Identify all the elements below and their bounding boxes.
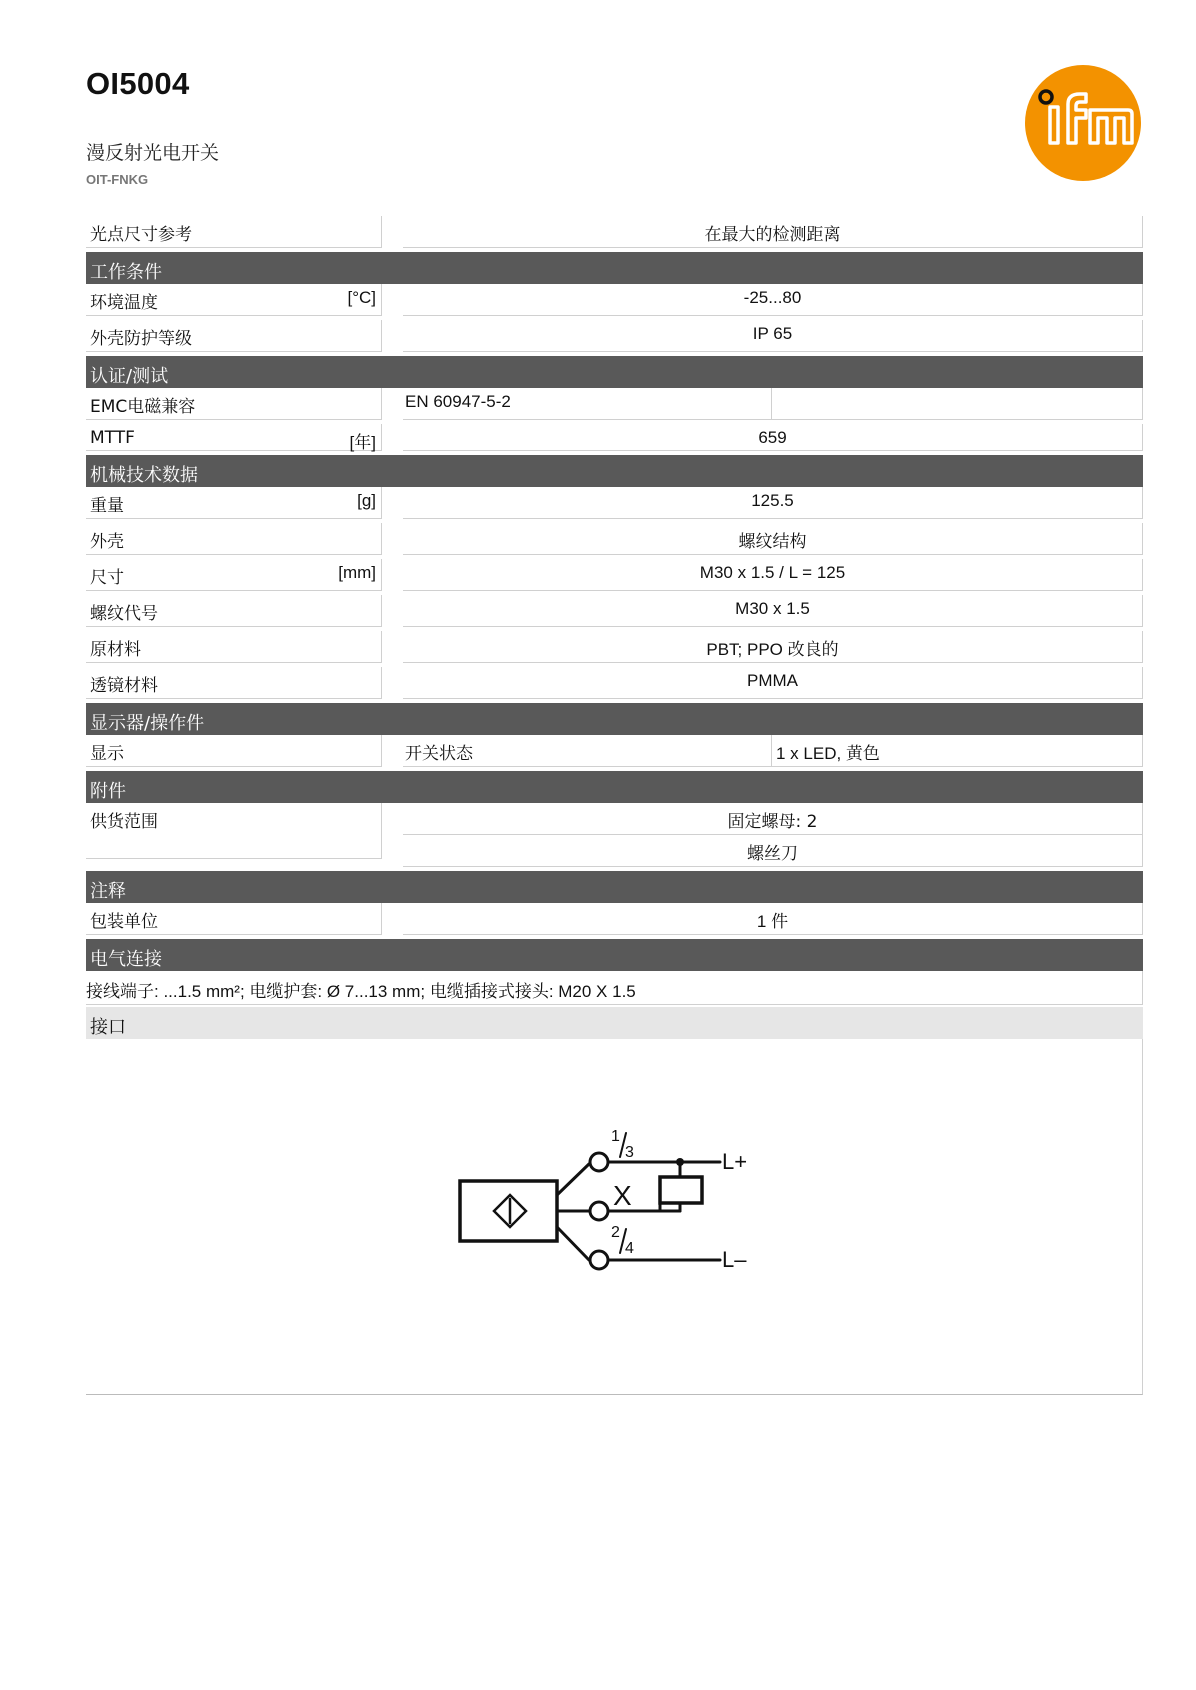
ifm-logo	[1024, 64, 1142, 182]
protection-value: IP 65	[403, 320, 1143, 352]
supply-item-nut: 固定螺母: 2	[403, 803, 1143, 835]
spot-size-value: 在最大的检测距离	[403, 216, 1143, 248]
emc-row	[86, 388, 1143, 420]
terminal-2	[590, 1202, 608, 1220]
packaging-label: 包装单位	[90, 912, 158, 932]
display-label: 显示	[90, 744, 124, 764]
section-interface: 接口	[86, 1007, 1143, 1039]
pin-top-numerator: 1	[611, 1128, 620, 1145]
weight-value: 125.5	[403, 487, 1143, 519]
mttf-label: MTTF	[90, 428, 135, 448]
lens-label: 透镜材料	[90, 676, 158, 696]
section-electrical: 电气连接	[86, 939, 1143, 971]
product-name: 漫反射光电开关	[86, 142, 220, 164]
material-label: 原材料	[90, 640, 141, 660]
housing-value: 螺纹结构	[403, 523, 1143, 555]
wiring-diagram	[86, 1039, 1143, 1395]
terminal-3	[590, 1251, 608, 1269]
protection-label: 外壳防护等级	[90, 329, 192, 349]
temperature-value: -25...80	[403, 284, 1143, 316]
sensor-box	[460, 1181, 557, 1241]
l-plus-label: L+	[722, 1149, 748, 1174]
emc-label: EMC电磁兼容	[90, 397, 196, 417]
spot-size-label: 光点尺寸参考	[90, 225, 192, 245]
wiring-diagram-svg	[458, 1123, 788, 1273]
section-display: 显示器/操作件	[86, 703, 1143, 735]
display-row	[86, 735, 1143, 767]
dimension-row	[86, 559, 1143, 591]
lens-row	[86, 667, 1143, 699]
l-minus-label: L–	[722, 1247, 747, 1272]
material-value: PBT; PPO 改良的	[403, 631, 1143, 663]
temperature-unit: [°C]	[347, 288, 376, 307]
datasheet-table	[86, 216, 1143, 1395]
material-row	[86, 631, 1143, 663]
supply-row	[86, 803, 1143, 867]
lens-value: PMMA	[403, 667, 1143, 699]
weight-row	[86, 487, 1143, 519]
pin-x-label: X	[613, 1180, 632, 1211]
housing-label: 外壳	[90, 532, 124, 552]
supply-item-screwdriver: 螺丝刀	[403, 835, 1143, 867]
protection-row	[86, 320, 1143, 352]
mttf-row	[86, 424, 1143, 451]
display-value: 1 x LED, 黄色	[772, 735, 1143, 767]
dimension-unit: [mm]	[338, 563, 376, 582]
electrical-connection-text: 接线端子: ...1.5 mm²; 电缆护套: Ø 7...13 mm; 电缆插接式接头: M20 X 1.5	[86, 971, 1143, 1005]
pin-top-denominator: 3	[625, 1144, 634, 1161]
weight-label: 重量	[90, 496, 124, 516]
section-remarks: 注释	[86, 871, 1143, 903]
product-code: OI5004	[86, 66, 190, 101]
terminal-1	[590, 1153, 608, 1171]
type-code: OIT-FNKG	[86, 172, 149, 187]
mttf-value: 659	[403, 424, 1143, 451]
display-item: 开关状态	[403, 735, 772, 767]
emc-value: EN 60947-5-2	[403, 388, 772, 420]
dimension-label: 尺寸	[90, 568, 124, 588]
thread-label: 螺纹代号	[90, 604, 158, 624]
section-accessories: 附件	[86, 771, 1143, 803]
pin-bottom-denominator: 4	[625, 1240, 634, 1257]
housing-row	[86, 523, 1143, 555]
mttf-unit: [年]	[349, 433, 376, 452]
weight-unit: [g]	[357, 491, 376, 510]
section-mechanical: 机械技术数据	[86, 455, 1143, 487]
thread-value: M30 x 1.5	[403, 595, 1143, 627]
section-operating: 工作条件	[86, 252, 1143, 284]
junction-dot	[676, 1158, 684, 1166]
packaging-value: 1 件	[403, 903, 1143, 935]
pin-bottom-numerator: 2	[611, 1224, 620, 1241]
load-box	[660, 1177, 702, 1203]
temperature-row	[86, 284, 1143, 316]
packaging-row	[86, 903, 1143, 935]
spot-size-row	[86, 216, 1143, 248]
section-certification: 认证/测试	[86, 356, 1143, 388]
supply-label: 供货范围	[90, 812, 158, 832]
thread-row	[86, 595, 1143, 627]
temperature-label: 环境温度	[90, 293, 158, 313]
dimension-value: M30 x 1.5 / L = 125	[403, 559, 1143, 591]
